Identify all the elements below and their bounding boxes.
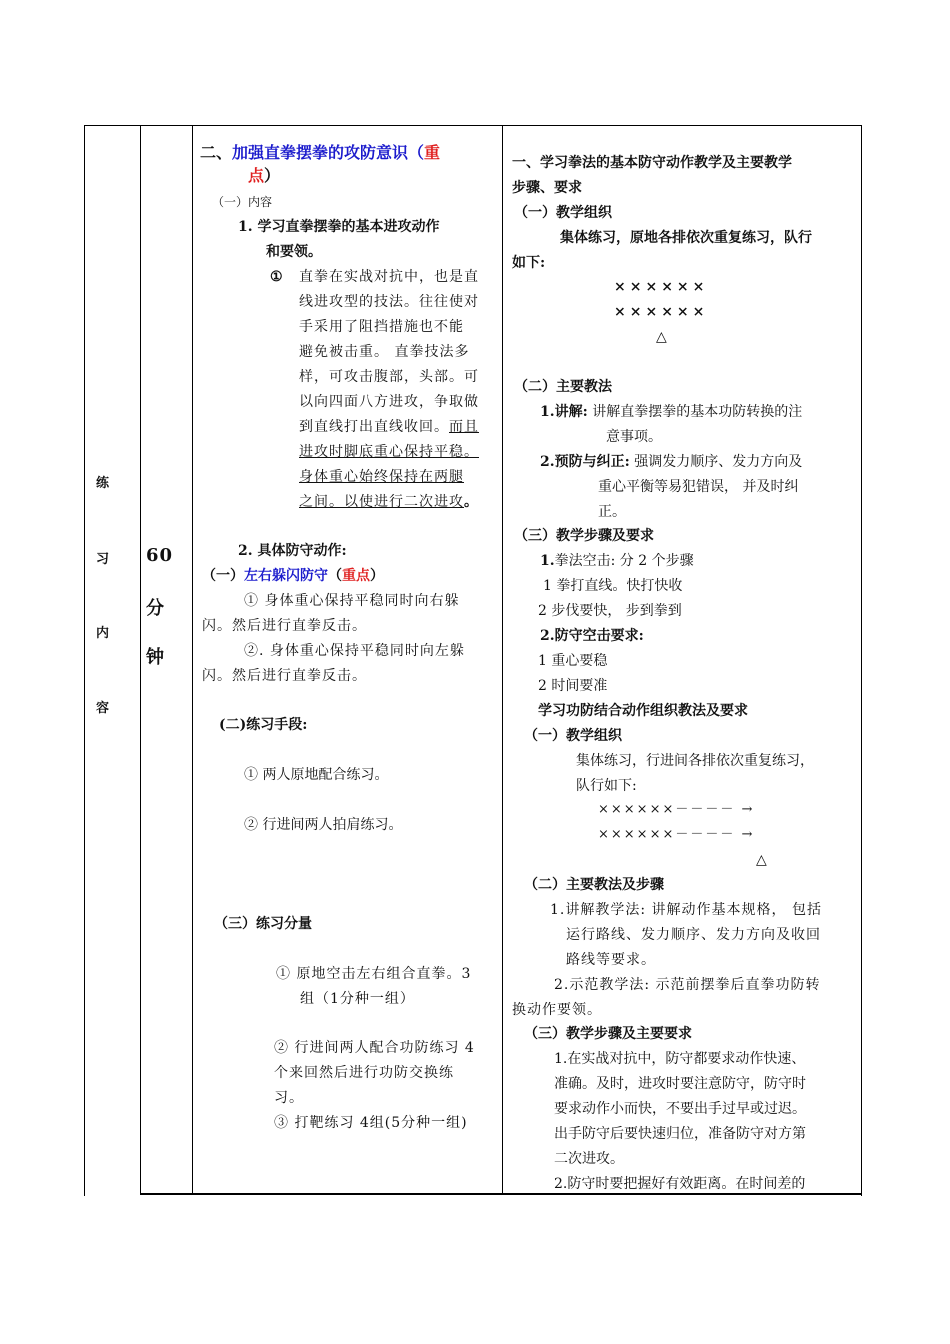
row-label-char: 容 xyxy=(96,701,110,716)
circled-number-1: ① xyxy=(270,269,283,285)
requirement-item-cont: 二次进攻。 xyxy=(554,1151,624,1167)
method-steps-title: （二）主要教法及步骤 xyxy=(524,877,664,893)
heading-key: 重 xyxy=(424,143,441,162)
right-section-title: 一、学习拳法的基本防守动作教学及主要教学 xyxy=(512,155,792,171)
teaching-steps-title: （三）教学步骤及要求 xyxy=(514,528,654,544)
heading-key: 点 xyxy=(248,166,265,185)
formation-row: ×××××× xyxy=(614,279,709,295)
paragraph-line: 线进攻型的技法。往往使对 xyxy=(299,294,479,310)
practice-amount-item: ① 原地空击左右组合直拳。3 xyxy=(276,966,472,982)
method-item-cont: 正。 xyxy=(598,504,626,520)
method-text: 讲解直拳摆拳的基本功防转换的注 xyxy=(587,404,803,420)
method-label: 2.预防与纠正: xyxy=(540,454,630,470)
section-heading-cont xyxy=(248,164,280,188)
requirement-item-cont: 出手防守后要快速归位，准备防守对方第 xyxy=(554,1126,806,1142)
defense-step-1-cont: 闪。然后进行直拳反击。 xyxy=(202,618,367,634)
defense-step-2: ②. 身体重心保持平稳同时向左躲 xyxy=(244,643,465,659)
practice-amount-item-cont: 个来回然后进行功防交换练 xyxy=(274,1065,454,1081)
main-method-title: （二）主要教法 xyxy=(514,379,612,395)
defense-prefix: （一） xyxy=(202,568,244,584)
defense-step-1: ① 身体重心保持平稳同时向右躲 xyxy=(244,593,460,609)
heading-prefix: 二、 xyxy=(200,143,233,162)
step-text: 拳法空击: 分 2 个步骤 xyxy=(554,553,694,569)
teaching-org-2-text-cont: 队行如下: xyxy=(576,778,637,794)
moving-formation-row: ××××××－－－－ → xyxy=(598,827,755,842)
defense-title: 左右躲闪防守 xyxy=(244,568,328,584)
teaching-steps-2-title: （三）教学步骤及主要要求 xyxy=(524,1026,692,1042)
method-label: 1.讲解: xyxy=(540,404,588,420)
step-subitem: 2 步伐要快， 步到拳到 xyxy=(538,603,682,619)
duration-unit: 钟 xyxy=(146,647,165,668)
practice-means-title: (二)练习手段: xyxy=(219,717,308,733)
column-divider xyxy=(192,125,193,1195)
paragraph-line: 手采用了阻挡措施也不能 xyxy=(299,319,464,335)
defense-key: 重点 xyxy=(342,568,370,584)
row-label-char: 练 xyxy=(96,476,110,491)
defense-step-2-cont: 闪。然后进行直拳反击。 xyxy=(202,668,367,684)
practice-amount-item-cont: 组（1分种一组） xyxy=(300,991,415,1007)
moving-formation-row: ××××××－－－－ → xyxy=(598,802,755,817)
paragraph-line: 样，可攻击腹部，头部。可 xyxy=(299,369,479,385)
subsection-content-title: （一）内容 xyxy=(212,195,273,209)
item-1-title: 1. 学习直拳摆拳的基本进攻动作 xyxy=(238,219,440,235)
column-divider xyxy=(140,125,141,1195)
practice-amount-item: ② 行进间两人配合功防练习 4 xyxy=(274,1040,475,1056)
defense-key-close: ） xyxy=(370,568,384,584)
row-label-char: 内 xyxy=(96,626,110,641)
formation-row: ×××××× xyxy=(614,304,709,320)
practice-means-item: ① 两人原地配合练习。 xyxy=(244,767,389,783)
paragraph-underlined-line: 进攻时脚底重心保持平稳。 xyxy=(299,444,479,460)
item-1-title-cont: 和要领。 xyxy=(266,244,322,260)
heading-main: 加强直拳摆拳的攻防意识（ xyxy=(232,143,425,162)
section-heading xyxy=(200,141,440,165)
step-subitem: 1 重心要稳 xyxy=(538,653,608,669)
requirement-item-cont: 准确。及时，进攻时要注意防守，防守时 xyxy=(554,1076,806,1092)
method-step-item-cont: 运行路线、发力顺序、发力方向及收回 xyxy=(566,927,821,943)
method-step-item-cont: 换动作要领。 xyxy=(512,1002,602,1018)
practice-amount-item-cont: 习。 xyxy=(274,1090,304,1106)
step-label: 1. xyxy=(540,553,555,569)
paragraph-line: 避免被击重。 直拳技法多 xyxy=(299,344,470,360)
paragraph-underlined: 而且 xyxy=(449,419,479,435)
method-step-item: 2.示范教学法: 示范前摆拳后直拳功防转 xyxy=(554,977,821,993)
paragraph-line: 直拳在实战对抗中，也是直 xyxy=(299,269,479,285)
paragraph-line xyxy=(299,490,479,514)
paragraph-line: 以向四面八方进攻，争取做 xyxy=(299,394,479,410)
teaching-org-2-text: 集体练习，行进间各排依次重复练习， xyxy=(576,753,814,769)
teaching-org-text-cont: 如下: xyxy=(512,255,546,271)
method-item xyxy=(540,450,802,474)
paragraph-end: 。 xyxy=(464,494,479,510)
paragraph-line xyxy=(299,415,479,439)
column-divider xyxy=(502,125,503,1195)
requirement-item-cont: 要求动作小而快，不要出手过早或过迟。 xyxy=(554,1101,806,1117)
duration-unit: 分 xyxy=(146,598,165,619)
combo-section-title: 学习功防结合动作组织教法及要求 xyxy=(538,703,748,719)
step-subitem: 1 拳打直线。快打快收 xyxy=(543,578,683,594)
paragraph-underlined: 之间。以使进行二次进攻 xyxy=(299,494,464,510)
method-item-cont: 重心平衡等易犯错误， 并及时纠 xyxy=(598,479,799,495)
teaching-org-title: （一）教学组织 xyxy=(514,205,612,221)
step-subitem: 2 时间要准 xyxy=(538,678,608,694)
paragraph-underlined-line: 身体重心始终保持在两腿 xyxy=(299,469,464,485)
teacher-position-marker: △ xyxy=(656,329,667,345)
duration-number: 60 xyxy=(146,545,174,566)
defense-subsection-title xyxy=(202,564,384,588)
method-text: 强调发力顺序、发力方向及 xyxy=(629,454,803,470)
item-2-title: 2. 具体防守动作: xyxy=(238,543,347,559)
step-item: 2.防守空击要求: xyxy=(540,628,644,644)
teacher-position-marker: △ xyxy=(756,852,767,868)
method-step-item: 1.讲解教学法: 讲解动作基本规格， 包括 xyxy=(550,902,822,918)
requirement-item: 2.防守时要把握好有效距离。在时间差的 xyxy=(554,1176,806,1192)
paragraph-text: 到直线打出直线收回。 xyxy=(299,419,449,435)
practice-amount-title: （三）练习分量 xyxy=(214,916,312,932)
practice-amount-item: ③ 打靶练习 4组(5分种一组) xyxy=(274,1115,468,1131)
method-item xyxy=(540,400,802,424)
method-item-cont: 意事项。 xyxy=(606,429,662,445)
step-item xyxy=(540,549,694,573)
method-step-item-cont: 路线等要求。 xyxy=(566,952,656,968)
heading-close: ） xyxy=(264,166,281,185)
teaching-org-2-title: （一）教学组织 xyxy=(524,728,622,744)
requirement-item: 1.在实战对抗中，防守都要求动作快速、 xyxy=(554,1051,806,1067)
defense-key-open: （ xyxy=(328,568,342,584)
teaching-org-text: 集体练习，原地各排依次重复练习，队行 xyxy=(560,230,812,246)
right-section-title-cont: 步骤、要求 xyxy=(512,180,582,196)
practice-means-item: ② 行进间两人拍肩练习。 xyxy=(244,817,403,833)
row-label-char: 习 xyxy=(96,552,110,567)
